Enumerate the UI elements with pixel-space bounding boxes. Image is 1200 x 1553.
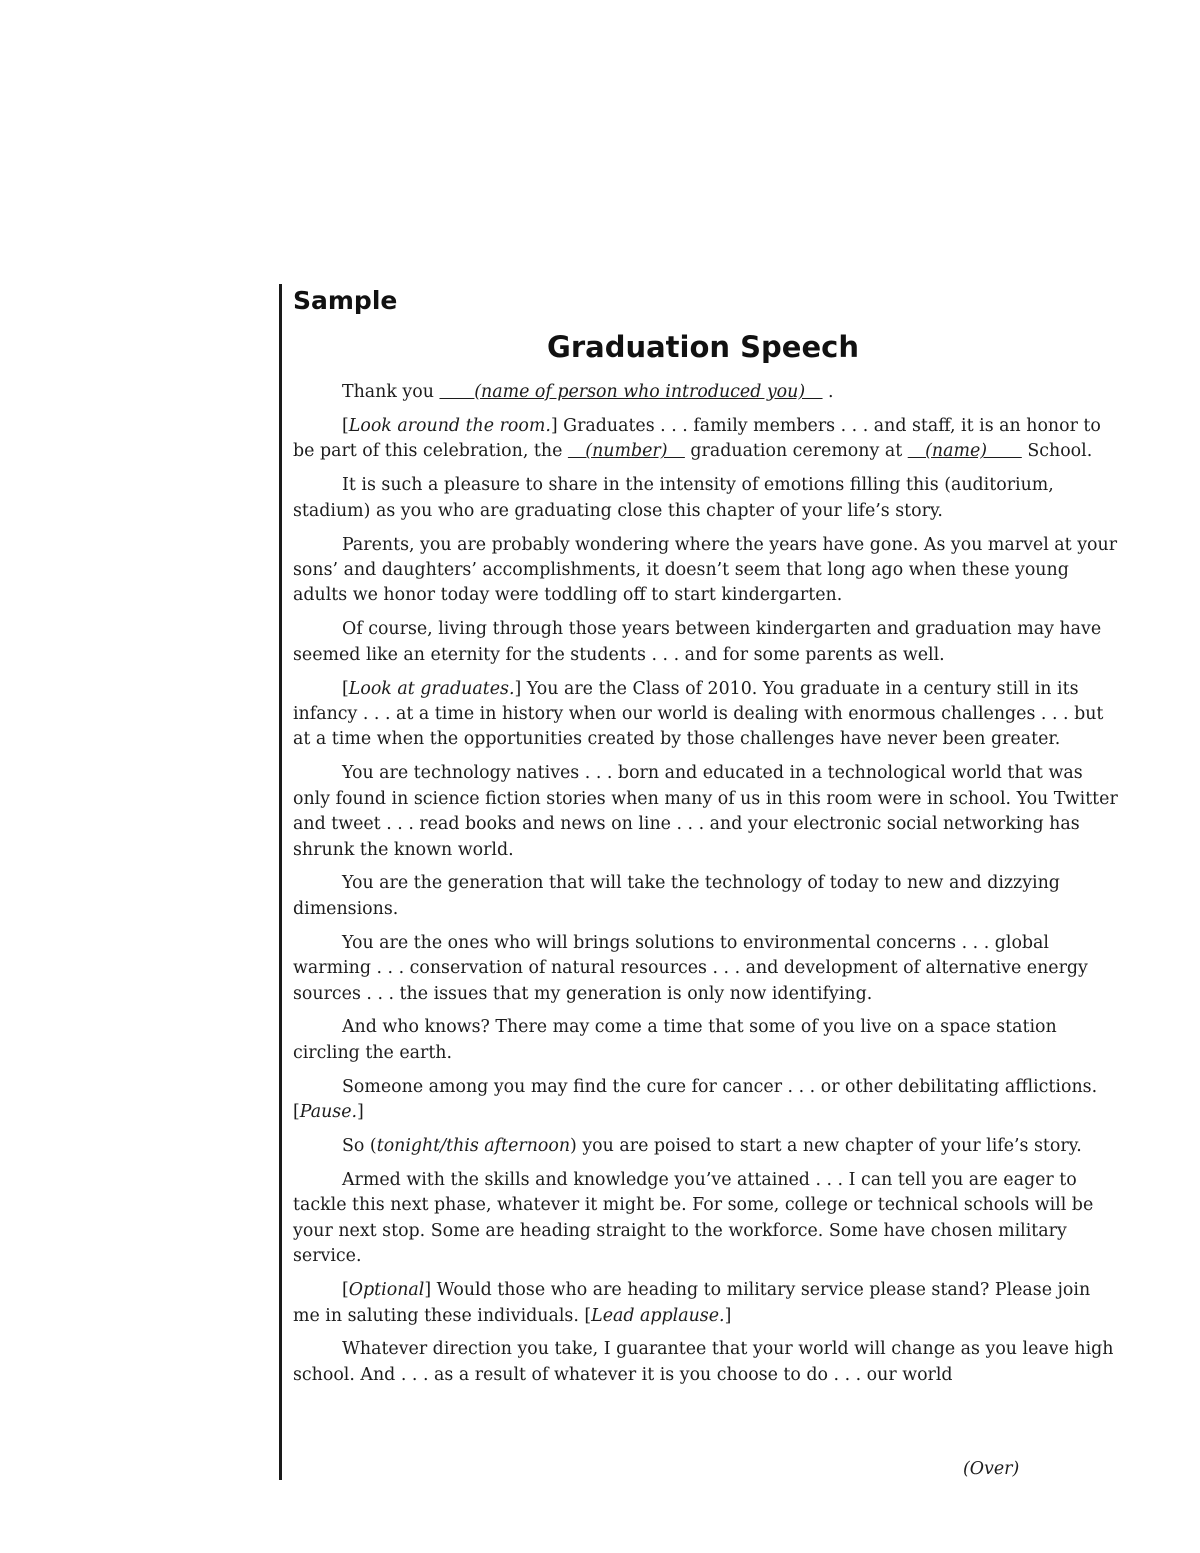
stage-direction: Optional [348, 1280, 425, 1301]
paragraph-class-of: [Look at graduates.] You are the Class of 2010. You graduate in a century still in its infancy . . . at a time in history when our world is dealing with enormous challenges . . . but at a time when the opportunities created by those challenges have never been greater. [293, 678, 1104, 750]
paragraph: And who knows? There may come a time that some of you live on a space station circling the earth. [293, 1017, 1057, 1063]
paragraph-military: [Optional] Would those who are heading to military service please stand? Please join me in saluting these individuals. [Lead applause.] [293, 1280, 1091, 1326]
paragraph-thank-you: Thank you (name of person who introduced you) . [342, 382, 834, 402]
fill-in-blank-number: (number) [567, 441, 685, 462]
paragraph: You are technology natives . . . born and educated in a technological world that was only found in science fiction stories when many of us in this room were in school. You Twitter and tweet . . . read books and news on line . . . and your electronic social networking has shrunk the known world. [293, 763, 1118, 860]
paragraph: Armed with the skills and knowledge you’ve attained . . . I can tell you are eager to tackle this next phase, whatever it might be. For some, college or technical schools will be your next stop. Some are heading straight to the workforce. Some have chosen military service. [293, 1169, 1094, 1267]
paragraph: Whatever direction you take, I guarantee that your world will change as you leave high school. And . . . as a result of whatever it is you choose to do . . . our world [293, 1339, 1114, 1385]
paragraph-new-chapter: So (tonight/this afternoon) you are poised to start a new chapter of your life’s story. [342, 1136, 1082, 1157]
sample-label: Sample [293, 286, 398, 315]
paragraph: Parents, you are probably wondering where the years have gone. As you marvel at your sons’ and daughters’ accomplishments, it doesn’t seem that long ago when these young adults we honor today were toddling off to start kindergarten. [293, 534, 1118, 606]
paragraph-greeting: [Look around the room.] Graduates . . . family members . . . and staff, it is an honor to be part of this celebration, the (number) graduation ceremony at (name) School. [293, 415, 1101, 462]
paragraph-pause: Someone among you may find the cure for cancer . . . or other debilitating afflictions. [Pause.] [293, 1076, 1098, 1123]
stage-direction: Pause. [299, 1102, 358, 1123]
page-title: Graduation Speech [547, 330, 859, 364]
paragraph: You are the generation that will take the technology of today to new and dizzying dimensions. [293, 873, 1060, 919]
over-label: (Over) [963, 1459, 1020, 1479]
paragraph: It is such a pleasure to share in the intensity of emotions filling this (auditorium, stadium) as you who are graduating close this chapter of your life’s story. [293, 475, 1054, 521]
paragraph: Of course, living through those years between kindergarten and graduation may have seemed like an eternity for the students . . . and for some parents as well. [293, 619, 1102, 665]
paragraph: You are the ones who will brings solutions to environmental concerns . . . global warming . . . conservation of natural resources . . . and development of alternative energy sources . . . the issues that my generation is only now identifying. [293, 932, 1088, 1004]
left-margin-rule [279, 284, 282, 1480]
fill-in-blank-introducer: (name of person who introduced you) [439, 382, 823, 402]
stage-direction: Look around the room. [348, 415, 551, 436]
stage-direction: Lead applause. [591, 1305, 725, 1326]
fill-in-blank-school-name: (name) [907, 441, 1022, 462]
stage-direction: tonight/this afternoon [376, 1136, 571, 1157]
stage-direction: Look at graduates. [348, 678, 515, 699]
speech-body [293, 380, 1121, 1397]
